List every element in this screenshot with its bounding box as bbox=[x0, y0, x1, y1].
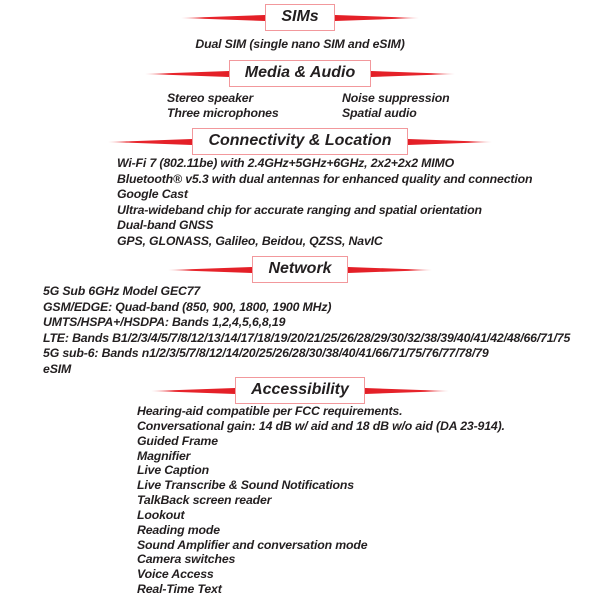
spec-line: Dual SIM (single nano SIM and eSIM) bbox=[195, 37, 405, 51]
spec-line: Dual-band GNSS bbox=[117, 218, 214, 232]
spec-line: 5G sub-6: Bands n1/2/3/5/7/8/12/14/20/25/26/28/30/38/40/41/66/71/75/76/77/78/79 bbox=[43, 346, 489, 360]
spec-line: Noise suppression bbox=[342, 91, 450, 105]
section-header-accessibility bbox=[0, 377, 600, 404]
spec-line: Sound Amplifier and conversation mode bbox=[137, 537, 368, 552]
section-header-network bbox=[0, 256, 600, 283]
red-flourish-left-icon bbox=[145, 69, 229, 79]
spec-line: LTE: Bands B1/2/3/4/5/7/8/12/13/14/17/18/19/20/21/25/26/28/29/30/32/38/39/40/41/42/48/66/71/75 bbox=[43, 330, 571, 345]
spec-line: Hearing-aid compatible per FCC requirements. bbox=[137, 404, 403, 418]
spec-line: UMTS/HSPA+/HSDPA: Bands 1,2,4,5,6,8,19 bbox=[43, 315, 286, 329]
section-title: Media & Audio bbox=[244, 64, 356, 81]
red-flourish-right-icon bbox=[348, 265, 432, 275]
red-flourish-right-icon bbox=[371, 69, 455, 79]
spec-line: Voice Access bbox=[137, 567, 214, 582]
section-title: Network bbox=[268, 260, 332, 277]
spec-line: Three microphones bbox=[167, 106, 279, 120]
spec-line: eSIM bbox=[43, 361, 72, 376]
section-title: SIMs bbox=[281, 8, 319, 25]
spec-line: Stereo speaker bbox=[167, 91, 254, 105]
spec-line: GPS, GLONASS, Galileo, Beidou, QZSS, NavIC bbox=[117, 233, 383, 248]
section-title-box bbox=[252, 256, 347, 283]
spec-line: TalkBack screen reader bbox=[137, 493, 272, 508]
spec-line: Conversational gain: 14 dB w/ aid and 18 dB w/o aid (DA 23-914). bbox=[137, 418, 505, 433]
spec-line: Reading mode bbox=[137, 522, 220, 537]
section-title-box bbox=[229, 60, 372, 87]
section-title: Accessibility bbox=[251, 381, 349, 398]
red-flourish-left-icon bbox=[181, 13, 265, 23]
media-audio-column-right bbox=[342, 91, 449, 121]
section-title: Connectivity & Location bbox=[208, 132, 392, 149]
spec-line: Ultra-wideband chip for accurate ranging and spatial orientation bbox=[117, 202, 482, 217]
red-flourish-left-icon bbox=[168, 265, 252, 275]
sims-spec-list bbox=[0, 37, 600, 51]
section-title-box bbox=[235, 377, 365, 404]
spec-line: Google Cast bbox=[117, 187, 188, 201]
red-flourish-left-icon bbox=[151, 386, 235, 396]
red-flourish-right-icon bbox=[335, 13, 419, 23]
spec-line: Lookout bbox=[137, 507, 185, 522]
spec-line: Real-Time Text bbox=[137, 582, 222, 597]
section-header-media-audio bbox=[0, 60, 600, 87]
section-header-sims bbox=[0, 4, 600, 31]
spec-line: Camera switches bbox=[137, 552, 236, 567]
spec-line: Spatial audio bbox=[342, 106, 417, 120]
spec-line: Wi-Fi 7 (802.11be) with 2.4GHz+5GHz+6GHz, 2x2+2x2 MIMO bbox=[117, 156, 455, 170]
spec-line: Bluetooth® v5.3 with dual antennas for enhanced quality and connection bbox=[117, 171, 533, 186]
red-flourish-right-icon bbox=[408, 137, 492, 147]
red-flourish-right-icon bbox=[365, 386, 449, 396]
media-audio-column-left bbox=[167, 91, 279, 121]
spec-line: 5G Sub 6GHz Model GEC77 bbox=[43, 284, 201, 298]
section-title-box bbox=[265, 4, 334, 31]
spec-line: Guided Frame bbox=[137, 433, 218, 448]
accessibility-spec-list bbox=[137, 404, 505, 597]
spec-line: Live Transcribe & Sound Notifications bbox=[137, 478, 354, 493]
red-flourish-left-icon bbox=[108, 137, 192, 147]
network-spec-list bbox=[43, 284, 570, 377]
connectivity-spec-list bbox=[117, 156, 532, 249]
spec-line: GSM/EDGE: Quad-band (850, 900, 1800, 1900 MHz) bbox=[43, 299, 332, 314]
spec-line: Live Caption bbox=[137, 463, 209, 478]
section-header-connectivity-location bbox=[0, 128, 600, 155]
section-title-box bbox=[192, 128, 407, 155]
spec-line: Magnifier bbox=[137, 448, 191, 463]
